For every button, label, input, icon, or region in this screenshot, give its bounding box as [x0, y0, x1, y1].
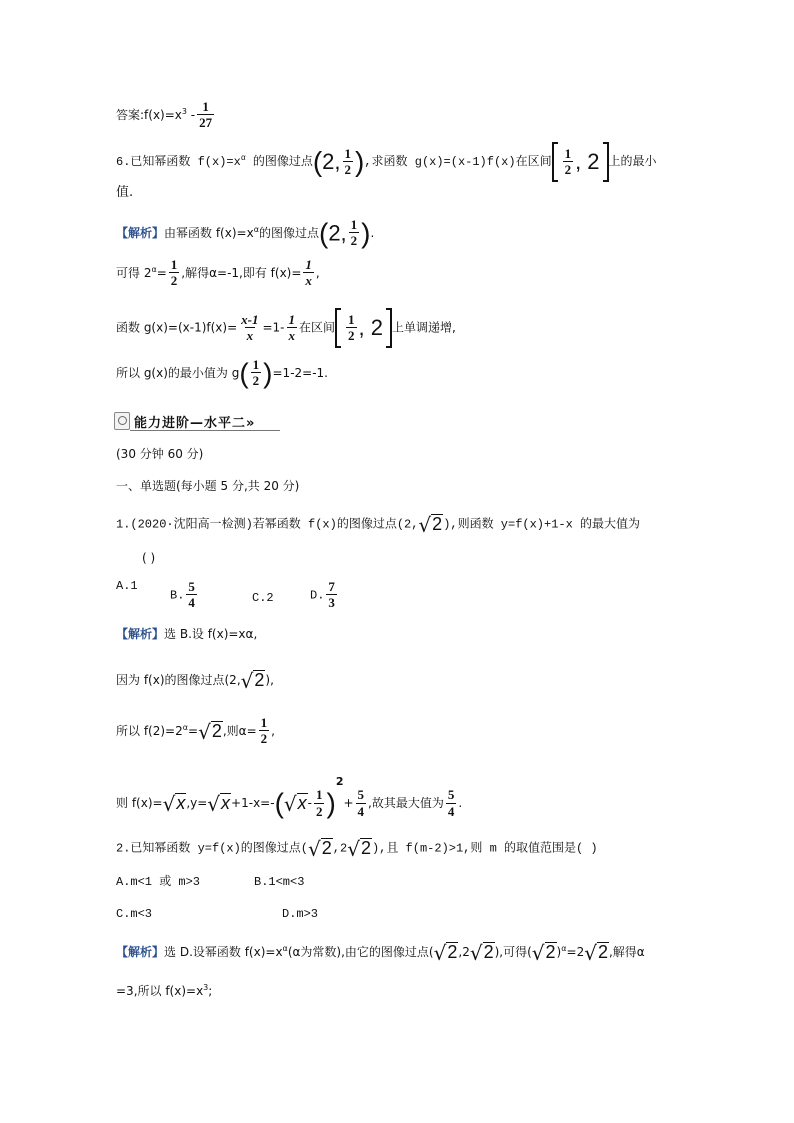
- question-1-options: [116, 579, 376, 611]
- solution-6-line4: 所以 g(x)的最小值为 g( $\frac{1}{2}$ )=1-2=-1.: [116, 357, 328, 389]
- section-title: 能力进阶—水平二»: [134, 416, 256, 431]
- section-part: 一、单选题(每小题 5 分,共 20 分): [116, 479, 300, 493]
- question-6: 6.已知幂函数 $f(x)=x^\alpha$ 的图像过点(2, $\frac{1}{2}$ ),求函数 g(x)=(x-1)f(x)在区间 $\frac{1}{2}$ , 2 上的最小: [116, 142, 657, 182]
- solution-1-line4: 则 f(x)= √ x ,y= √ x +1-x=-( √ x - $\frac{1}{2}$ )2+ $\frac{5}{4}$ ,故其最大值为 $\frac{5}{4}$ .: [116, 775, 463, 819]
- question-2-options-row1: [116, 875, 305, 889]
- question-6-line2: 值.: [116, 185, 134, 200]
- question-1: 1.(2020·沈阳高一检测)若幂函数 f(x)的图像过点(2, √ 2 ),则函数 y=f(x)+1-x 的最大值为: [116, 512, 641, 537]
- question-2: 2.已知幂函数 y=f(x)的图像过点( √ 2 ,2 √ 2 ),且 f(m-2)>1,则 m 的取值范围是( ): [116, 836, 598, 861]
- section-banner: [114, 410, 286, 432]
- solution-2-line2: =3,所以 $f(x)=x^3$;: [116, 983, 213, 998]
- option-d: D. $\frac{7}{3}$: [310, 579, 335, 611]
- option-a: A.m<1 或 m>3: [116, 875, 201, 889]
- section-time: (30 分钟 60 分): [116, 447, 204, 461]
- option-d: D.m>3: [282, 907, 319, 921]
- solution-1-line3: 所以 $f(2)=2^\alpha=$ √ 2 ,则α= $\frac{1}{2}$ ,: [116, 715, 275, 747]
- option-c: C.m<3: [116, 907, 153, 921]
- option-b: B.1<m<3: [254, 875, 305, 889]
- answer-5: 答案$:f(x)=x^3$ - $\frac{1}{27}$: [116, 99, 213, 131]
- question-1-paren: ( ): [142, 551, 156, 565]
- question-2-options-row2: [116, 907, 319, 921]
- solution-6-line3: 函数 g(x)=(x-1)f(x)= $\frac{x-1}{x}$ =1- $\frac{1}{x}$ 在区间 $\frac{1}{2}$ , 2 上单调递增,: [116, 308, 456, 348]
- bulb-icon: [114, 412, 130, 430]
- option-c: C.2: [252, 591, 274, 605]
- solution-1-line1: 【解析】选 B.设 f(x)=xα,: [116, 627, 258, 641]
- solution-6-line1: 【解析】由幂函数 $f(x)=x^\alpha$的图像过点(2, $\frac{1}{2}$ ).: [116, 217, 375, 249]
- option-b: B. $\frac{5}{4}$: [170, 579, 195, 611]
- solution-1-line2: 因为 f(x)的图像过点(2, √ 2 ),: [116, 668, 274, 693]
- solution-6-line2: 可得 $2^\alpha=$ $\frac{1}{2}$ ,解得α=-1,即有 f(x)= $\frac{1}{x}$ ,: [116, 257, 320, 289]
- solution-2-line1: 【解析】选 D.设幂函数 $f(x)=x^\alpha(\alpha$为常数),由它的图像过点( √ 2 ,2 √ 2 ),可得( √ 2 )$^\alpha$=2 √ 2 ,解得α: [116, 940, 645, 965]
- option-a: A.1: [116, 579, 138, 593]
